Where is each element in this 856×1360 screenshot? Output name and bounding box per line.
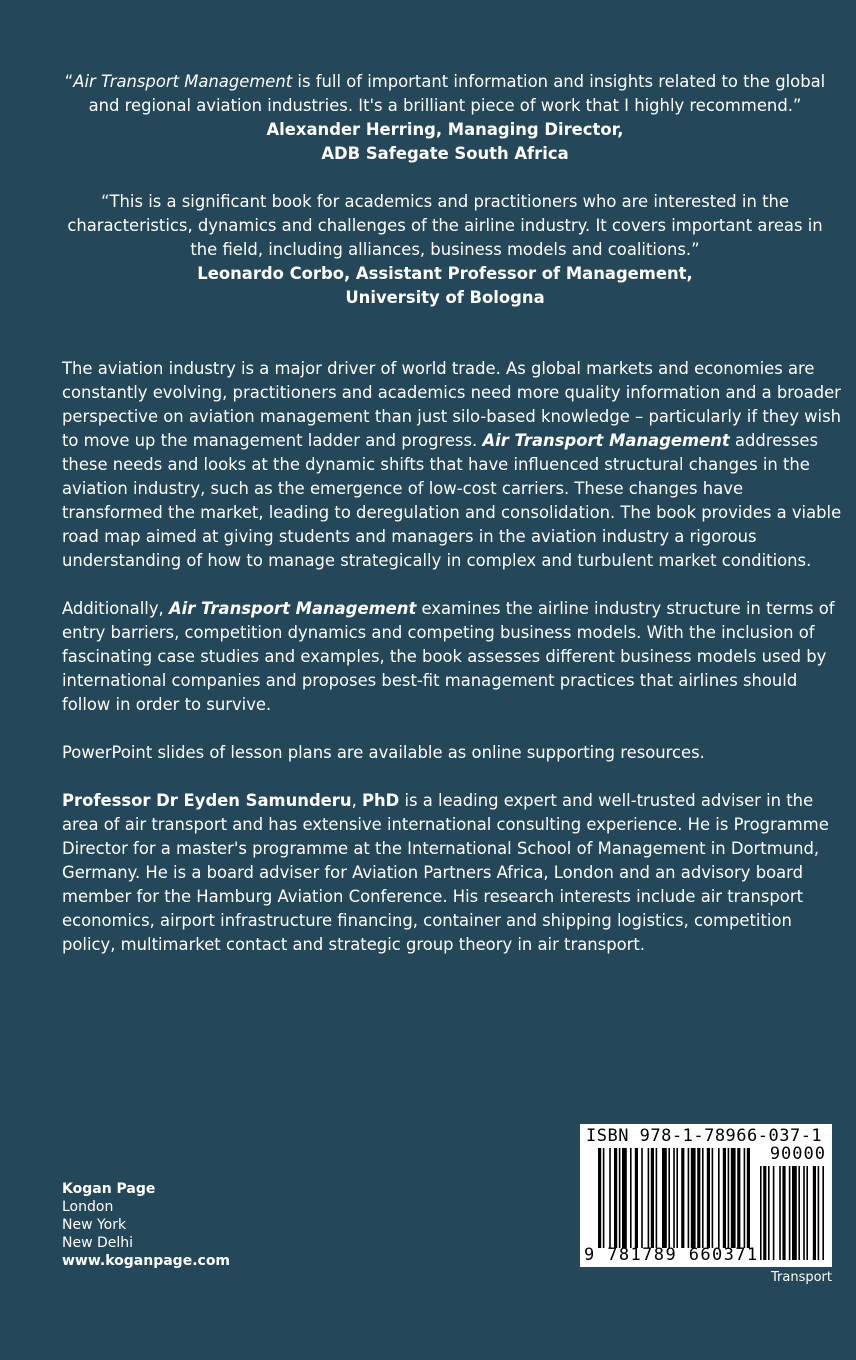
price-code: 90000 <box>769 1144 826 1164</box>
barcode-addon-bar <box>782 1166 785 1260</box>
blurb-paragraph-2: Additionally, Air Transport Management examines the airline industry structure in terms of entry barriers, competition dynamics and competing business models. With the inclusion of fascinating case studies and examples, the book assesses different business models used by international companies and proposes best-fit management practices that airlines should follow in order to survive. <box>62 599 835 714</box>
testimonial-2-attribution: Leonardo Corbo, Assistant Professor of Management, <box>197 264 693 283</box>
barcode-bar <box>641 1148 643 1248</box>
barcode-addon-bar <box>798 1166 800 1260</box>
book-blurb <box>62 357 842 981</box>
barcode-addon-bar <box>779 1166 781 1260</box>
publisher-website: www.koganpage.com <box>62 1253 231 1269</box>
publisher-city: New York <box>62 1217 127 1233</box>
barcode-bar <box>681 1148 684 1248</box>
testimonial-1-title: Air Transport Management <box>73 72 293 91</box>
barcode-addon-bar <box>789 1166 791 1260</box>
barcode-bar <box>635 1148 638 1248</box>
barcode-bar <box>648 1148 650 1248</box>
barcode-bar <box>668 1148 670 1248</box>
barcode-bar <box>702 1148 704 1248</box>
barcode-bar <box>707 1148 710 1248</box>
barcode-bar <box>737 1148 740 1248</box>
barcode-bar <box>656 1148 658 1248</box>
barcode-bar <box>651 1148 654 1248</box>
author-degree: PhD <box>361 791 400 810</box>
barcode-bar <box>747 1148 750 1248</box>
isbn-label: ISBN 978-1-78966-037-1 <box>586 1126 823 1146</box>
barcode-addon-bar <box>792 1166 797 1260</box>
barcode-digits: 9 781789 660371 <box>584 1245 759 1265</box>
publisher-block <box>62 1180 230 1270</box>
barcode-addon-bar <box>813 1166 816 1260</box>
barcode-bar <box>598 1148 601 1248</box>
isbn-barcode <box>580 1124 832 1267</box>
publisher-name: Kogan Page <box>62 1181 156 1197</box>
barcode-bar <box>619 1148 621 1248</box>
barcode-addon-bar <box>773 1166 775 1260</box>
barcode-bar <box>614 1148 617 1248</box>
publisher-city: London <box>62 1199 114 1215</box>
barcode-bar <box>673 1148 675 1248</box>
testimonial-1-attribution: Alexander Herring, Managing Director, <box>266 120 624 139</box>
barcode-bar <box>676 1148 678 1248</box>
barcode-addon-bar <box>818 1166 820 1260</box>
barcode-addon-bar <box>760 1166 762 1260</box>
barcode-addon-bar <box>803 1166 805 1260</box>
blurb-paragraph-3: PowerPoint slides of lesson plans are available as online supporting resources. <box>62 743 705 762</box>
author-name: Professor Dr Eyden Samunderu <box>62 791 352 810</box>
testimonial-1-affiliation: ADB Safegate South Africa <box>321 144 569 163</box>
barcode-bar <box>622 1148 627 1248</box>
barcode-bar <box>630 1148 632 1248</box>
barcode-bar <box>723 1148 726 1248</box>
barcode-bar <box>691 1148 696 1248</box>
barcode-bar <box>744 1148 746 1248</box>
author-bio: Professor Dr Eyden Samunderu, PhD is a leading expert and well-trusted adviser in the area of air transport and has extensive international consulting experience. He is Programme Director for a master's programme at the International School of Management in Dortmund, Germany. He is a board adviser for Aviation Partners Africa, London and an advisory board member for the Hamburg Aviation Conference. His research interests include air transport economics, airport infrastructure financing, container and shipping logistics, competition policy, multimarket contact and strategic group theory in air transport. <box>62 791 829 954</box>
testimonial-2-text: “This is a significant book for academics and practitioners who are interested in the characteristics, dynamics and challenges of the airline industry. It covers important areas in the field, including alliances, business models and coalitions.” <box>67 192 823 259</box>
barcode-bar <box>731 1148 736 1248</box>
barcode-addon-bar <box>768 1166 770 1260</box>
barcode-bar <box>662 1148 667 1248</box>
barcode-bar <box>697 1148 700 1248</box>
barcode-bar <box>718 1148 720 1248</box>
testimonial-2-affiliation: University of Bologna <box>345 288 545 307</box>
category-label: Transport <box>770 1270 832 1285</box>
barcode-bar <box>728 1148 730 1248</box>
barcode-bar <box>609 1148 611 1248</box>
testimonial-2 <box>60 190 830 310</box>
barcode-addon-bar <box>763 1166 766 1260</box>
barcode-bar <box>688 1148 690 1248</box>
barcode-addon-bar <box>822 1166 824 1260</box>
barcode-addon-bar <box>806 1166 808 1260</box>
barcode-bar <box>603 1148 605 1248</box>
publisher-city: New Delhi <box>62 1235 134 1251</box>
blurb-paragraph-1: The aviation industry is a major driver of world trade. As global markets and economies are constantly evolving, practitioners and academics need more quality information and a broader perspective on aviation management than just silo-based knowledge – particularly if they wish to move up the management ladder and progress. Air Transport Management addresses these needs and looks at the dynamic shifts that have influenced structural changes in the aviation industry, such as the emergence of low-cost carriers. These changes have transformed the market, leading to deregulation and consolidation. The book provides a viable road map aimed at giving students and managers in the aviation industry a rigorous understanding of how to manage strategically in complex and turbulent market conditions. <box>62 359 842 570</box>
testimonial-1 <box>60 70 830 166</box>
barcode-bar <box>712 1148 714 1248</box>
testimonial-1-text: “Air Transport Management is full of important information and insights related to the global and regional aviation industries. It's a brilliant piece of work that I highly recommend.” <box>64 72 826 115</box>
